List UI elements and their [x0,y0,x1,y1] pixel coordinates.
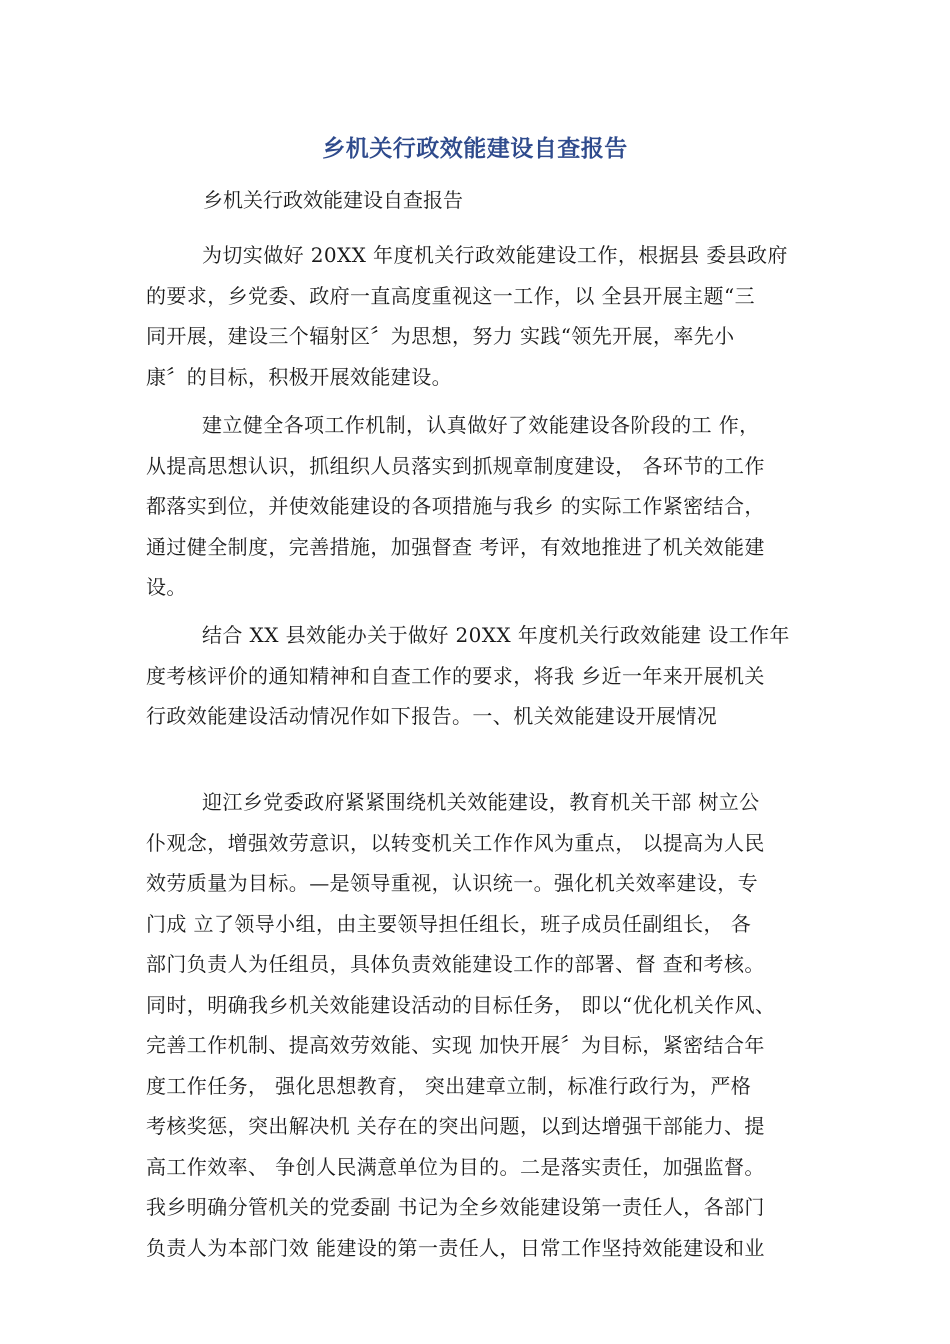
paragraph-line: 仆观念，增强效劳意识，以转变机关工作作风为重点， 以提高为人民 [146,830,765,855]
paragraph-line: 部门负责人为任组员，具体负责效能建设工作的部署、督 查和考核。 [146,952,765,976]
paragraph-line: 从提高思想认识，抓组织人员落实到抓规章制度建设， 各环节的工作 [146,453,765,478]
paragraph-line: 高工作效率、 争创人民满意单位为目的。二是落实责任，加强监督。 [146,1154,765,1179]
paragraph-line: 建立健全各项工作机制，认真做好了效能建设各阶段的工 作， [202,413,760,437]
paragraph-line: 康〞的目标，积极开展效能建设。 [146,364,452,389]
paragraph-line: 考核奖惩，突出解决机 关存在的突出问题，以到达增强干部能力、提 [146,1114,765,1138]
paragraph-line: 结合 XX 县效能办关于做好 20XX 年度机关行政效能建 设工作年 [202,623,790,647]
document-subtitle: 乡机关行政效能建设自查报告 [203,188,463,212]
paragraph-line: 完善工作机制、提高效劳效能、实现 加快开展〞为目标，紧密结合年 [146,1033,765,1057]
paragraph-line: 我乡明确分管机关的党委副 书记为全乡效能建设第一责任人，各部门 [146,1195,765,1219]
paragraph-line: 度工作任务， 强化思想教育， 突出建章立制，标准行政行为，严格 [146,1073,752,1098]
paragraph-line: 负责人为本部门效 能建设的第一责任人，日常工作坚持效能建设和业 [146,1235,765,1260]
paragraph-line: 通过健全制度，完善措施，加强督查 考评，有效地推进了机关效能建 [146,534,765,559]
paragraph-line: 迎江乡党委政府紧紧围绕机关效能建设，教育机关干部 树立公 [202,790,760,814]
paragraph-line: 效劳质量为目标。—是领导重视，认识统一。强化机关效率建设，专 [146,871,758,895]
paragraph-line: 门成 立了领导小组，由主要领导担任组长，班子成员任副组长， 各 [146,911,752,936]
paragraph-line: 的要求，乡党委、政府一直高度重视这一工作，以 全县开展主题“三 [146,283,755,308]
document-title: 乡机关行政效能建设自查报告 [322,136,628,162]
paragraph-line: 同时，明确我乡机关效能建设活动的目标任务， 即以“优化机关作风、 [146,992,776,1017]
paragraph-3 [146,615,816,737]
paragraph-line: 都落实到位，并使效能建设的各项措施与我乡 的实际工作紧密结合， [146,494,765,518]
paragraph-4 [146,782,816,1268]
paragraph-line: 度考核评价的通知精神和自查工作的要求，将我 乡近一年来开展机关 [146,663,765,688]
paragraph-1 [146,235,816,397]
paragraph-line: 设。 [146,575,187,599]
paragraph-line: 为切实做好 20XX 年度机关行政效能建设工作，根据县 委县政府 [202,243,788,267]
paragraph-line: 行政效能建设活动情况作如下报告。一、机关效能建设开展情况 [146,704,718,728]
paragraph-line: 同开展，建设三个辐射区〞为思想，努力 实践“领先开展，率先小 [146,324,735,348]
paragraph-2 [146,405,816,608]
